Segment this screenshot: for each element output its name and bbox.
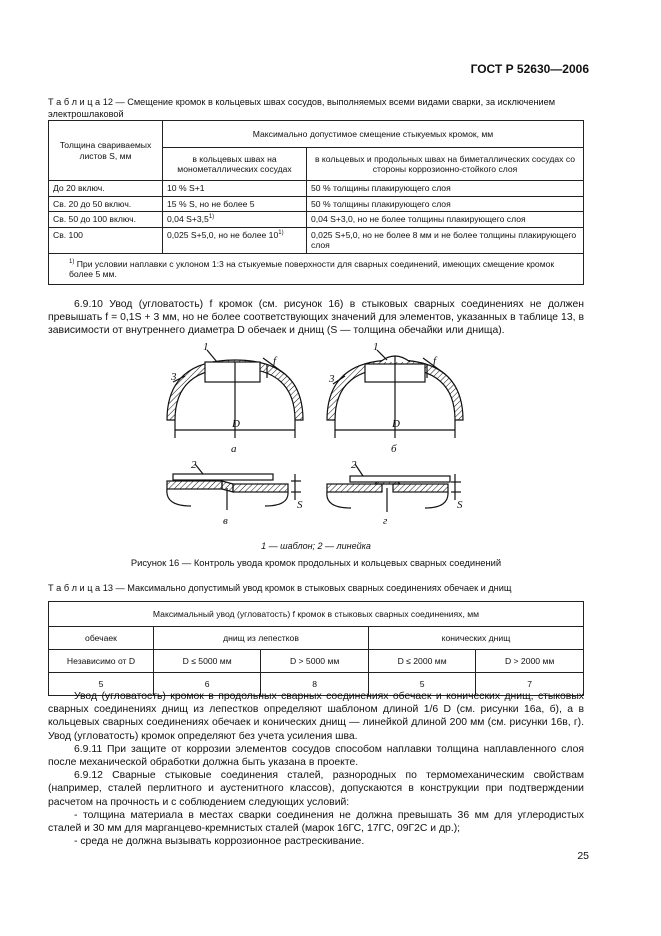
t12-cell-text: 0,04 S+3,5 [167, 214, 209, 224]
table-row [49, 196, 584, 212]
t12-header-mono: в кольцевых швах на монометаллических сосудах [163, 148, 307, 181]
table-row [49, 181, 584, 197]
table-row [49, 212, 584, 228]
fig-label-2g: 2 [351, 459, 357, 471]
table-12 [48, 120, 584, 285]
fig-label-v: в [223, 515, 228, 527]
fig-label-S: S [297, 499, 303, 511]
t13-value: 8 [261, 673, 369, 696]
t12-header-max: Максимально допустимое смещение стыкуемых кромок, мм [163, 121, 584, 148]
t13-sub: D ≤ 5000 мм [154, 650, 261, 673]
t12-cell [163, 212, 307, 228]
footnote-ref: 1) [278, 229, 284, 236]
t12-cell: 0,025 S+5,0, но не более 8 мм и не более толщины плакирующего слоя [307, 227, 584, 253]
fig-label-1: 1 [203, 341, 209, 353]
list-item: - среда не должна вызывать коррозионное растрескивание. [74, 836, 365, 848]
list-item: - толщина материала в местах сварки соединения не должна превышать 36 мм для углеродистых сталей и 30 мм для марганцево-кремнистых сталей (марок 16ГС, 17ГС, 09Г2С и др.); [48, 809, 584, 835]
fig-label-fb: f [433, 355, 437, 367]
footnote-ref: 1) [208, 214, 215, 221]
figure-16v [167, 464, 301, 510]
t13-header-shell: обечаек [49, 627, 154, 650]
t13-title: Максимальный увод (угловатость) f кромок в стыковых сварных соединениях, мм [49, 602, 584, 627]
table-row [49, 227, 584, 253]
table-13 [48, 601, 584, 696]
fig-label-g: г [383, 515, 388, 527]
fig-label-b: б [391, 443, 397, 455]
t13-value: 7 [476, 673, 584, 696]
t12-cell: 10 % S+1 [163, 181, 307, 197]
paragraph: Увод (угловатость) кромок в продольных сварных соединениях обечаек и конических днищ, стыковых сварных соединениях днищ из лепестков определяют шаблоном длиной 1/6 D (см. рисунки 16а, б), а в кольцевых сварных соединениях обечаек и конических днищ — линейкой длиной 200 мм (см. рисунки 16в, г). Увод (угловатость) кромок определяют без учета усиления шва. [48, 691, 584, 742]
paragraph-6-9-11: 6.9.11 При защите от коррозии элементов сосудов способом наплавки толщина наплавленного слоя после механической обработки должна быть указана в проекте. [48, 743, 584, 769]
t12-cell: Св. 50 до 100 включ. [49, 212, 163, 228]
figure-legend: 1 — шаблон; 2 — линейка [261, 541, 371, 551]
t13-header-petal: днищ из лепестков [154, 627, 369, 650]
t12-cell: Св. 20 до 50 включ. [49, 196, 163, 212]
table13-caption: Т а б л и ц а 13 — Максимально допустимый увод кромок в стыковых сварных соединениях обечаек и днищ [48, 583, 512, 593]
t13-sub: Независимо от D [49, 650, 154, 673]
t12-header-bimetal: в кольцевых и продольных швах на биметаллических сосудах со стороны коррозионно-стойкого слоя [307, 148, 584, 181]
t13-header-conical: конических днищ [368, 627, 583, 650]
fig-label-a: а [231, 443, 237, 455]
t13-value: 5 [368, 673, 475, 696]
t12-cell: 15 % S, но не более 5 [163, 196, 307, 212]
fig-label-1b: 1 [373, 341, 379, 353]
t12-cell: Св. 100 [49, 227, 163, 253]
body-text [48, 690, 584, 848]
t13-sub: D > 2000 мм [476, 650, 584, 673]
footnote-text: При условии наплавки с уклоном 1:3 на стыкуемые поверхности для сварных соединений, имеющих смещение кромок более 5 мм. [69, 258, 555, 279]
paragraph-text: 6.9.10 Увод (угловатость) f кромок (см. рисунок 16) в стыковых сварных соединениях не должен превышать f = 0,1S + 3 мм, но не более соответствующих значений для элементов, указанных в таблице 13, в зависимости от внутреннего диаметра D обечаек и днищ (S — толщина обечайки или днища). [48, 299, 584, 337]
t12-header-thickness: Толщина свариваемых листов S, мм [49, 121, 163, 181]
figure-caption: Рисунок 16 — Контроль увода кромок продольных и кольцевых сварных соединений [130, 557, 502, 568]
t12-cell: 50 % толщины плакирующего слоя [307, 181, 584, 197]
table12-caption: Т а б л и ц а 12 — Смещение кромок в кольцевых швах сосудов, выполняемых всеми видами сварки, за исключением электрошлаковой [48, 97, 556, 119]
paragraph-6-9-12: 6.9.12 Сварные стыковые соединения сталей, разнородных по термомеханическим свойствам (например, сталей перлитного и аустенитного классов), допускаются в конструкции при подтверждении расчетом на прочность и с соблюдением следующих условий: [48, 770, 584, 808]
paragraph-6-9-10 [48, 298, 584, 338]
fig-label-3b: 3 [329, 373, 335, 385]
figure-16 [155, 338, 475, 530]
page-number: 25 [577, 850, 589, 862]
t12-footnote [49, 253, 584, 284]
t13-value: 5 [49, 673, 154, 696]
t12-cell: До 20 включ. [49, 181, 163, 197]
fig-label-D: D [232, 418, 240, 430]
fig-label-Sg: S [457, 499, 463, 511]
fig-label-f: f [273, 355, 277, 367]
t12-cell: 50 % толщины плакирующего слоя [307, 196, 584, 212]
fig-label-3: 3 [171, 371, 177, 383]
t13-sub: D > 5000 мм [261, 650, 369, 673]
t12-cell-text: 0,025 S+5,0, но не более 10 [167, 229, 279, 240]
document-header: ГОСТ Р 52630—2006 [470, 62, 589, 76]
t13-value: 6 [154, 673, 261, 696]
figure-16g [327, 464, 461, 512]
fig-label-Db: D [392, 418, 400, 430]
t12-cell [163, 227, 307, 253]
fig-label-2: 2 [191, 459, 197, 471]
footnote-mark: 1) [69, 258, 75, 265]
t12-cell: 0,04 S+3,0, но не более толщины плакирующего слоя [307, 212, 584, 228]
t13-sub: D ≤ 2000 мм [368, 650, 475, 673]
